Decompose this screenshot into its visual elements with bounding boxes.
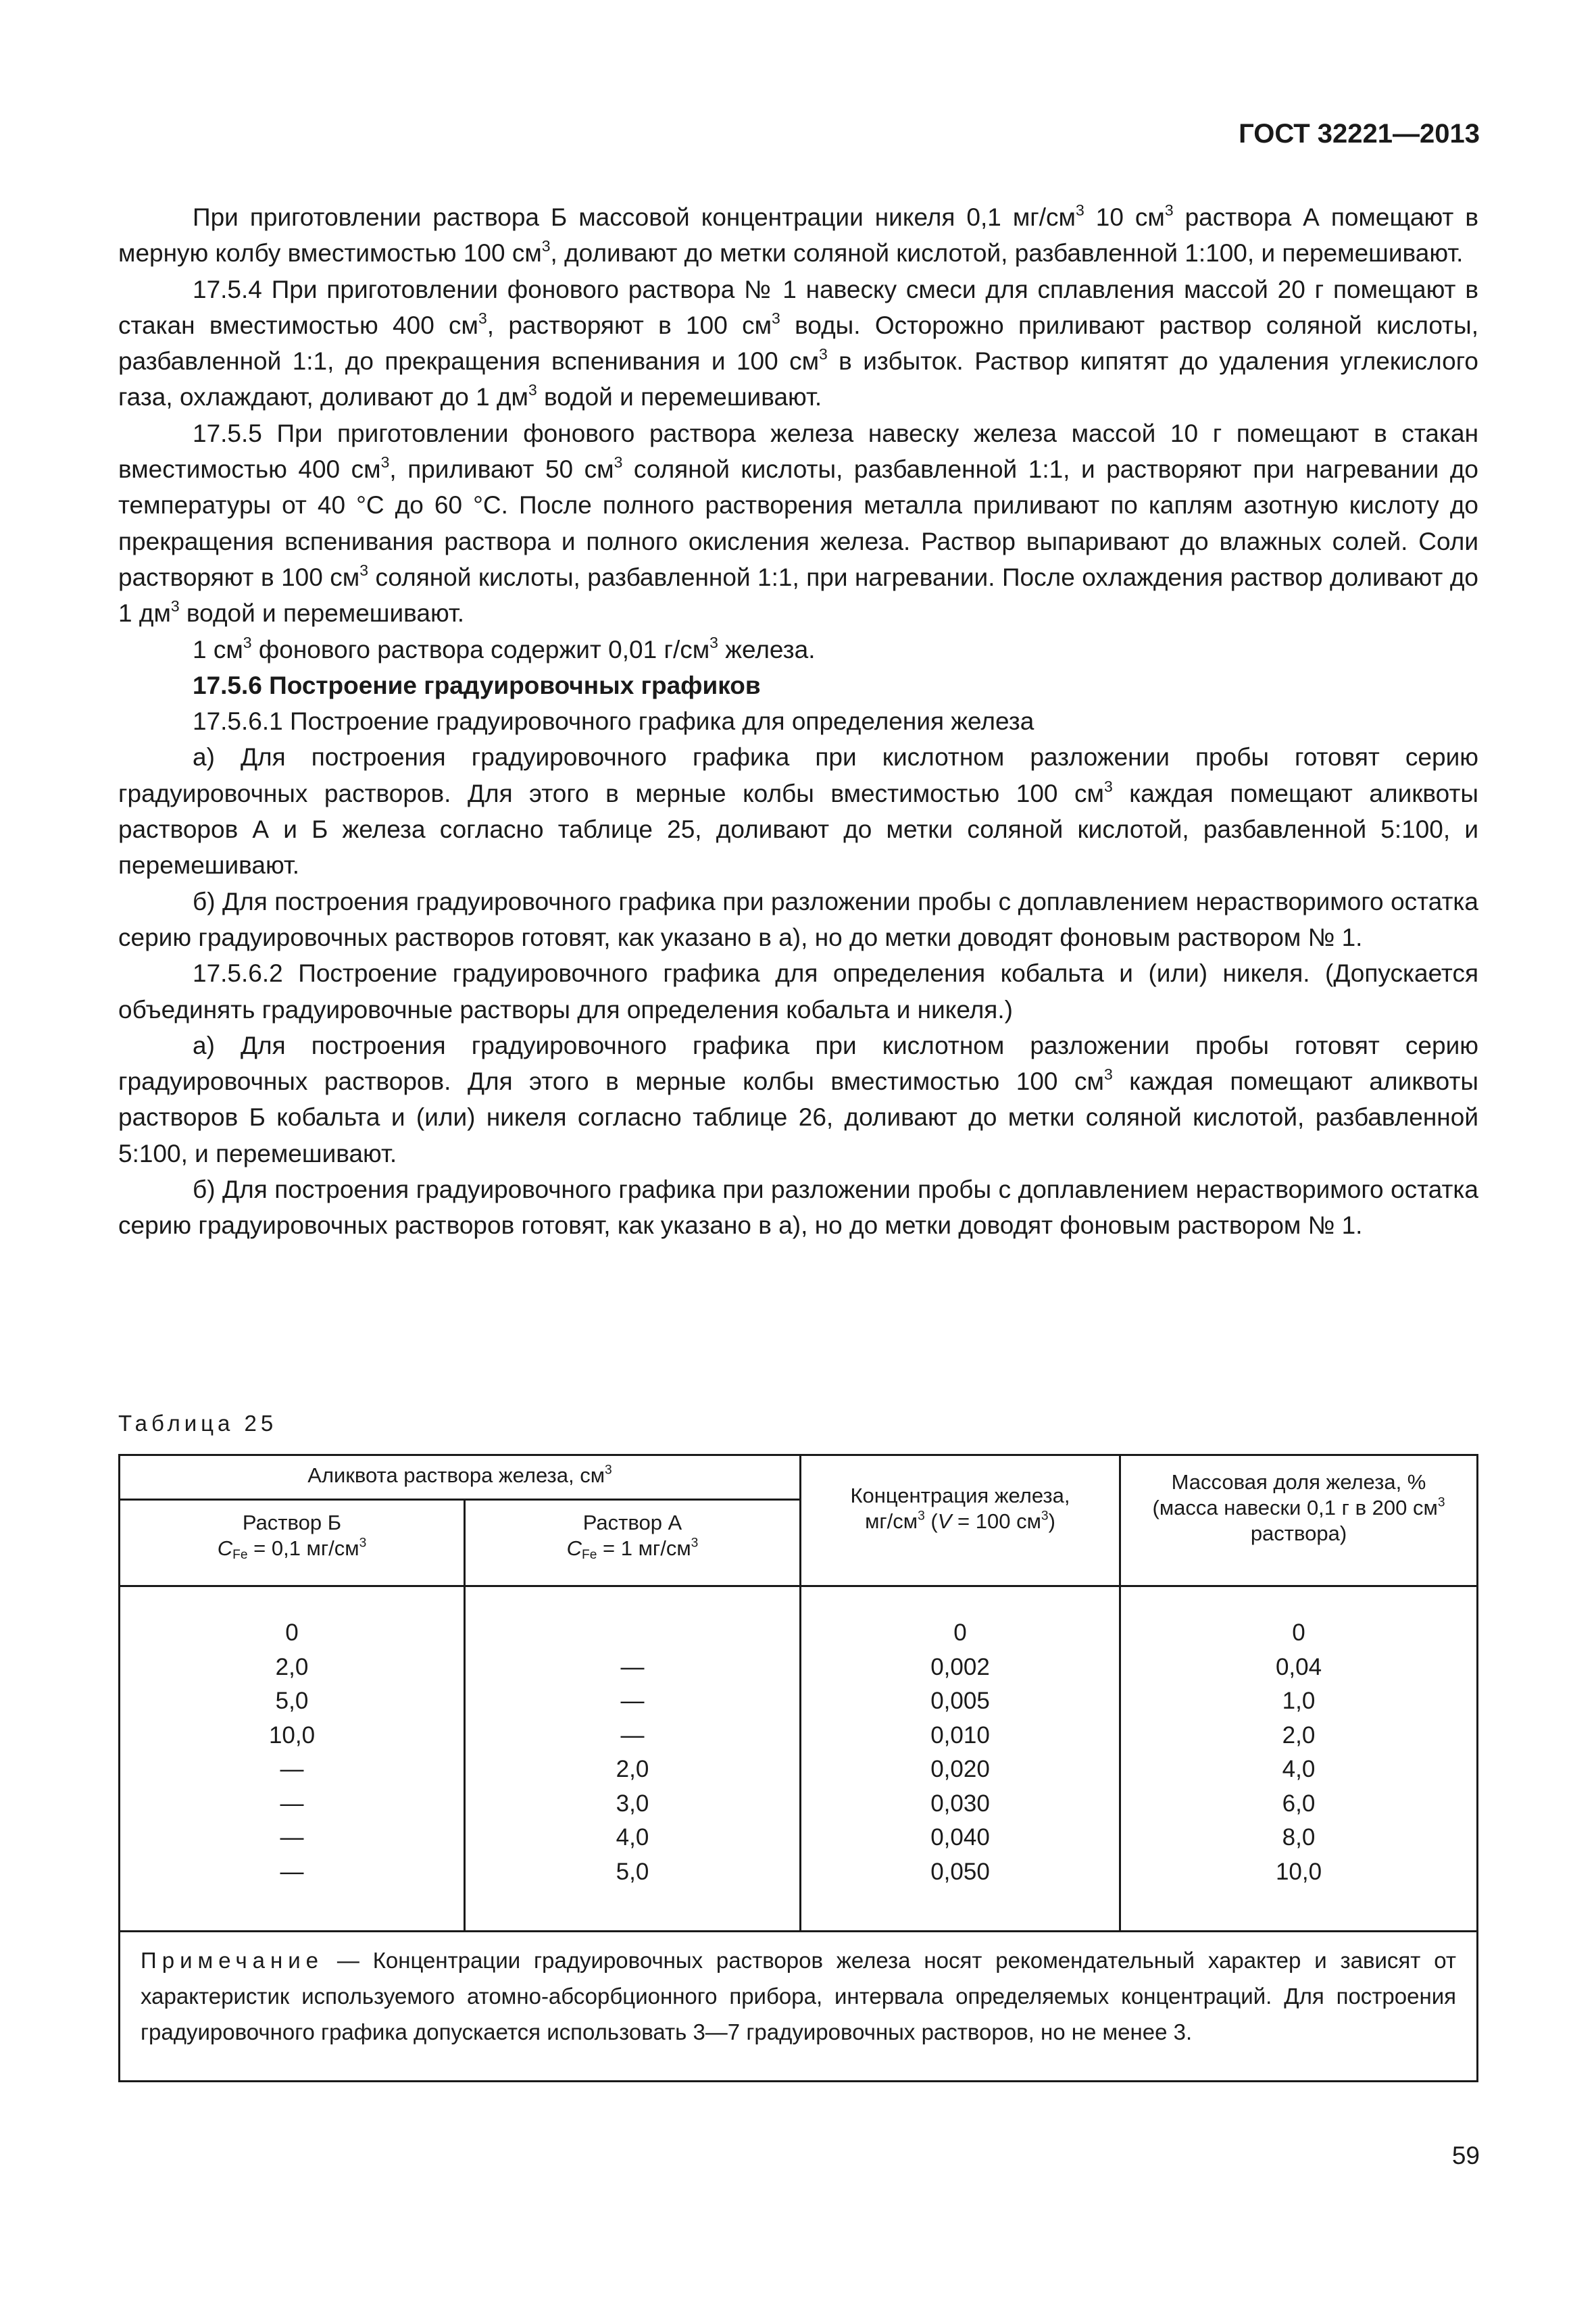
table-cell: 0,030 bbox=[930, 1790, 990, 1817]
section-heading: 17.5.6 Построение градуировочных графиков bbox=[193, 671, 761, 699]
body-text bbox=[118, 199, 1478, 1244]
column-concentration bbox=[801, 1616, 1119, 1889]
table-cell: 10,0 bbox=[1275, 1858, 1322, 1885]
header-mass-fraction: Массовая доля железа, % (масса навески 0,1 г в 200 $см^3$ раствора) bbox=[1152, 1470, 1445, 1545]
paragraph: б) Для построения градуировочного графика при разложении пробы с доплавлением нерастворимого остатка серию градуировочных растворов готовят, как указано в а), но до метки доводят фоновым раствором № 1. bbox=[118, 887, 1478, 951]
table-cell: 3,0 bbox=[616, 1790, 649, 1817]
table-cell: 0,002 bbox=[930, 1653, 990, 1680]
paragraph: При приготовлении раствора Б массовой концентрации никеля 0,1 $мг/см^3$ 10 $см^3$ раствора А помещают в мерную колбу вместимостью 100 $см^3$, доливают до метки соляной кислотой, разбавленной 1:100, и перемешивают. bbox=[118, 201, 1478, 268]
header-solution-b: Раствор Б $C_{Fe} = 0,1$ $мг/см^3$ bbox=[217, 1511, 367, 1562]
header-solution-a: Раствор А $C_{Fe} = 1$ $мг/см^3$ bbox=[566, 1511, 699, 1562]
table-cell: 0,04 bbox=[1275, 1653, 1322, 1680]
page-number: 59 bbox=[1451, 2142, 1480, 2169]
table-cell: 0,040 bbox=[930, 1824, 990, 1851]
paragraph: а) Для построения градуировочного графика при кислотном разложении пробы готовят серию градуировочных растворов. Для этого в мерные колбы вместимостью 100 $см^3$ каждая помещают аликвоты растворов Б кобальта и (или) никеля согласно таблице 26, доливают до метки соляной кислотой, разбавленной 5:100, и перемешивают. bbox=[118, 1031, 1478, 1167]
table-cell: 0,010 bbox=[930, 1721, 990, 1749]
table-cell: 0 bbox=[1292, 1619, 1305, 1646]
note-text: — Концентрации градуировочных растворов железа носят рекомендательный характер и зависят от характеристик используемого атомно-абсорбционного прибора, интервала определяемых концентраций. Для построения градуировочного графика допускается использовать 3—7 градуировочных растворов, но не менее 3. bbox=[141, 1948, 1456, 2044]
table-cell: — bbox=[280, 1824, 304, 1851]
header-concentration: Концентрация железа, $мг/см^3$ (V = 100 $см^3$) bbox=[850, 1484, 1070, 1533]
table-cell: 4,0 bbox=[616, 1824, 649, 1851]
table-cell: 2,0 bbox=[275, 1653, 309, 1680]
table-cell: 0,050 bbox=[930, 1858, 990, 1885]
table-cell: — bbox=[280, 1858, 304, 1885]
table-note bbox=[120, 1932, 1476, 2050]
table-cell: 5,0 bbox=[616, 1858, 649, 1885]
paragraph: а) Для построения градуировочного графика при кислотном разложении пробы готовят серию градуировочных растворов. Для этого в мерные колбы вместимостью 100 $см^3$ каждая помещают аликвоты растворов А и Б железа согласно таблице 25, доливают до метки соляной кислотой, разбавленной 5:100, и перемешивают. bbox=[118, 743, 1478, 880]
table-cell: — bbox=[620, 1721, 645, 1749]
paragraph: 17.5.4 При приготовлении фонового раствора № 1 навеску смеси для сплавления массой 20 г помещают в стакан вместимостью 400 $см^3$, растворяют в 100 $см^3$ воды. Осторожно приливают раствор соляной кислоты, разбавленной 1:1, до прекращения вспенивания и 100 $см^3$ в избыток. Раствор кипятят до удаления углекислого газа, охлаждают, доливают до 1 $дм^3$ водой и перемешивают. bbox=[118, 275, 1479, 411]
table-cell: — bbox=[620, 1653, 645, 1680]
table-cell: 4,0 bbox=[1282, 1756, 1316, 1782]
table-cell: 2,0 bbox=[616, 1756, 649, 1782]
column-solution-a bbox=[466, 1616, 799, 1889]
table-cell: — bbox=[280, 1756, 304, 1782]
paragraph: 1 $см^3$ фонового раствора содержит 0,01 $г/см^3$ железа. bbox=[193, 633, 816, 663]
note-label: Примечание bbox=[141, 1948, 324, 1973]
table-cell: 0 bbox=[285, 1619, 299, 1646]
table-cell: 5,0 bbox=[275, 1688, 309, 1714]
table-cell bbox=[466, 1616, 799, 1651]
table-cell: 0 bbox=[953, 1619, 967, 1646]
paragraph: 17.5.6.1 Построение градуировочного графика для определения железа bbox=[193, 707, 1034, 736]
table-cell: — bbox=[620, 1688, 645, 1714]
table-cell: 2,0 bbox=[1282, 1721, 1316, 1749]
document-code: ГОСТ 32221—2013 bbox=[1239, 119, 1480, 149]
table-25 bbox=[118, 1454, 1478, 2082]
table-cell: 0,020 bbox=[930, 1756, 990, 1782]
table-cell: 1,0 bbox=[1282, 1688, 1316, 1714]
header-aliquot-group: Аликвота раствора железа, $см^3$ bbox=[307, 1463, 612, 1487]
table-caption: Таблица 25 bbox=[118, 1411, 278, 1436]
table-cell: 10,0 bbox=[268, 1721, 316, 1749]
table-cell: 0,005 bbox=[930, 1688, 990, 1714]
table-cell: 6,0 bbox=[1282, 1790, 1316, 1817]
column-solution-b bbox=[120, 1616, 464, 1889]
table-cell: 8,0 bbox=[1282, 1824, 1316, 1851]
column-mass-fraction bbox=[1121, 1616, 1476, 1889]
paragraph: б) Для построения градуировочного графика при разложении пробы с доплавлением нерастворимого остатка серию градуировочных растворов готовят, как указано в а), но до метки доводят фоновым раствором № 1. bbox=[118, 1176, 1478, 1240]
paragraph: 17.5.5 При приготовлении фонового раствора железа навеску железа массой 10 г помещают в стакан вместимостью 400 $см^3$, приливают 50 $см^3$ соляной кислоты, разбавленной 1:1, и растворяют при нагревании до температуры от 40 °С до 60 °С. После полного растворения металла приливают по каплям азотную кислоту до прекращения вспенивания раствора и полного окисления железа. Раствор выпаривают до влажных солей. Соли растворяют в 100 $см^3$ соляной кислоты, разбавленной 1:1, при нагревании. После охлаждения раствор доливают до 1 $дм^3$ водой и перемешивают. bbox=[118, 419, 1479, 628]
paragraph: 17.5.6.2 Построение градуировочного графика для определения кобальта и (или) никеля. (Допускается объединять градуировочные растворы для определения кобальта и никеля.) bbox=[118, 959, 1478, 1024]
table-cell: — bbox=[280, 1790, 304, 1817]
